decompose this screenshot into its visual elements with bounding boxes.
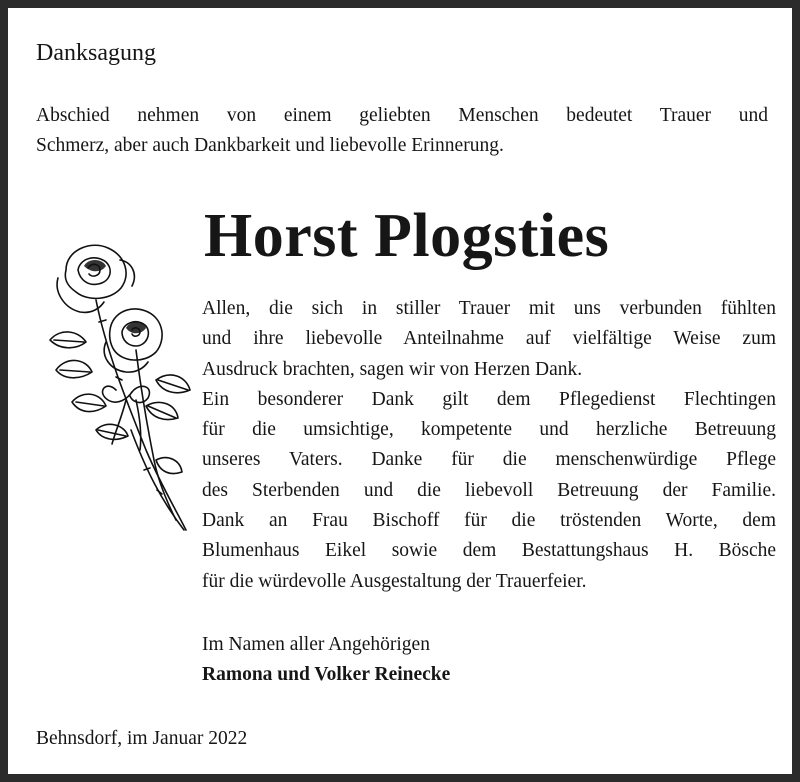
signature xyxy=(202,630,450,690)
text-line: Blumenhaus Eikel sowie dem Bestattungshaus H. Bösche xyxy=(202,540,776,562)
signature-names: Ramona und Volker Reinecke xyxy=(202,664,451,685)
text-line: für die würdevolle Ausgestaltung der Trauerfeier. xyxy=(202,570,587,592)
text-line: unseres Vaters. Danke für die menschenwürdige Pflege xyxy=(202,449,776,471)
text-line: Dank an Frau Bischoff für die tröstenden Worte, dem xyxy=(202,510,776,532)
place-date: Behnsdorf, im Januar 2022 xyxy=(36,728,248,749)
text-line: des Sterbenden und die liebevoll Betreuung der Familie. xyxy=(202,479,776,501)
intro-line: Abschied nehmen von einem geliebten Menschen bedeutet Trauer und xyxy=(36,105,768,126)
roses-icon xyxy=(36,230,196,542)
text-line: Ausdruck brachten, sagen wir von Herzen Dank. xyxy=(202,358,583,380)
signature-lead: Im Namen aller Angehörigen xyxy=(202,634,430,655)
intro-line: Schmerz, aber auch Dankbarkeit und liebevolle Erinnerung. xyxy=(36,135,504,156)
intro-text xyxy=(36,101,768,161)
heading: Danksagung xyxy=(36,40,156,66)
thanks-text xyxy=(202,294,776,597)
text-line: für die umsichtige, kompetente und herzliche Betreuung xyxy=(202,419,776,441)
deceased-name: Horst Plogsties xyxy=(204,202,610,270)
text-line: Allen, die sich in stiller Trauer mit uns verbunden fühlten xyxy=(202,298,776,319)
text-line: Ein besonderer Dank gilt dem Pflegedienst Flechtingen xyxy=(202,388,776,410)
text-line: und ihre liebevolle Anteilnahme auf vielfältige Weise zum xyxy=(202,328,776,350)
